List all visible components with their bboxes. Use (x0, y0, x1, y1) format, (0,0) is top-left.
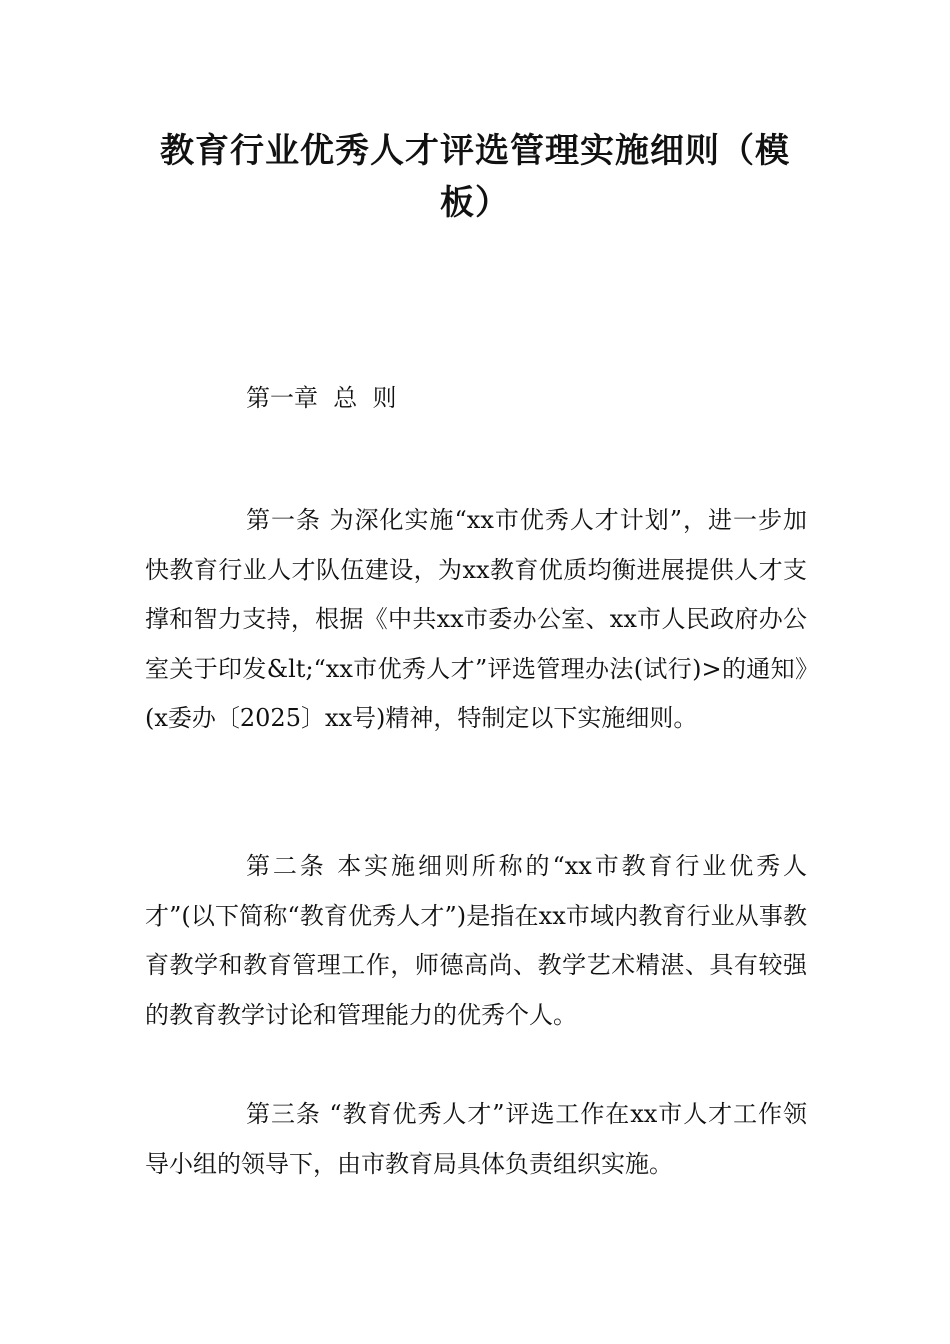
chapter-heading: 第一章 总 则 (246, 384, 397, 412)
article-3: 第三条 “教育优秀人才”评选工作在xx市人才工作领导小组的领导下，由市教育局具体负责组织实施。 (145, 1100, 807, 1178)
article-1: 第一条 为深化实施“xx市优秀人才计划”，进一步加快教育行业人才队伍建设，为xx教育优质均衡进展提供人才支撑和智力支持，根据《中共xx市委办公室、xx市人民政府办公室关于印发&lt;“xx市优秀人才”评选管理办法(试行)>的通知》(x委办〔2025〕xx号)精神，特制定以下实施细则。 (145, 506, 807, 732)
document-title: 教育行业优秀人才评选管理实施细则（模板） (160, 131, 790, 223)
article-2: 第二条 本实施细则所称的“xx市教育行业优秀人才”(以下简称“教育优秀人才”)是指在xx市域内教育行业从事教育教学和教育管理工作，师德高尚、教学艺术精湛、具有较强的教育教学讨论和管理能力的优秀个人。 (145, 852, 807, 1029)
